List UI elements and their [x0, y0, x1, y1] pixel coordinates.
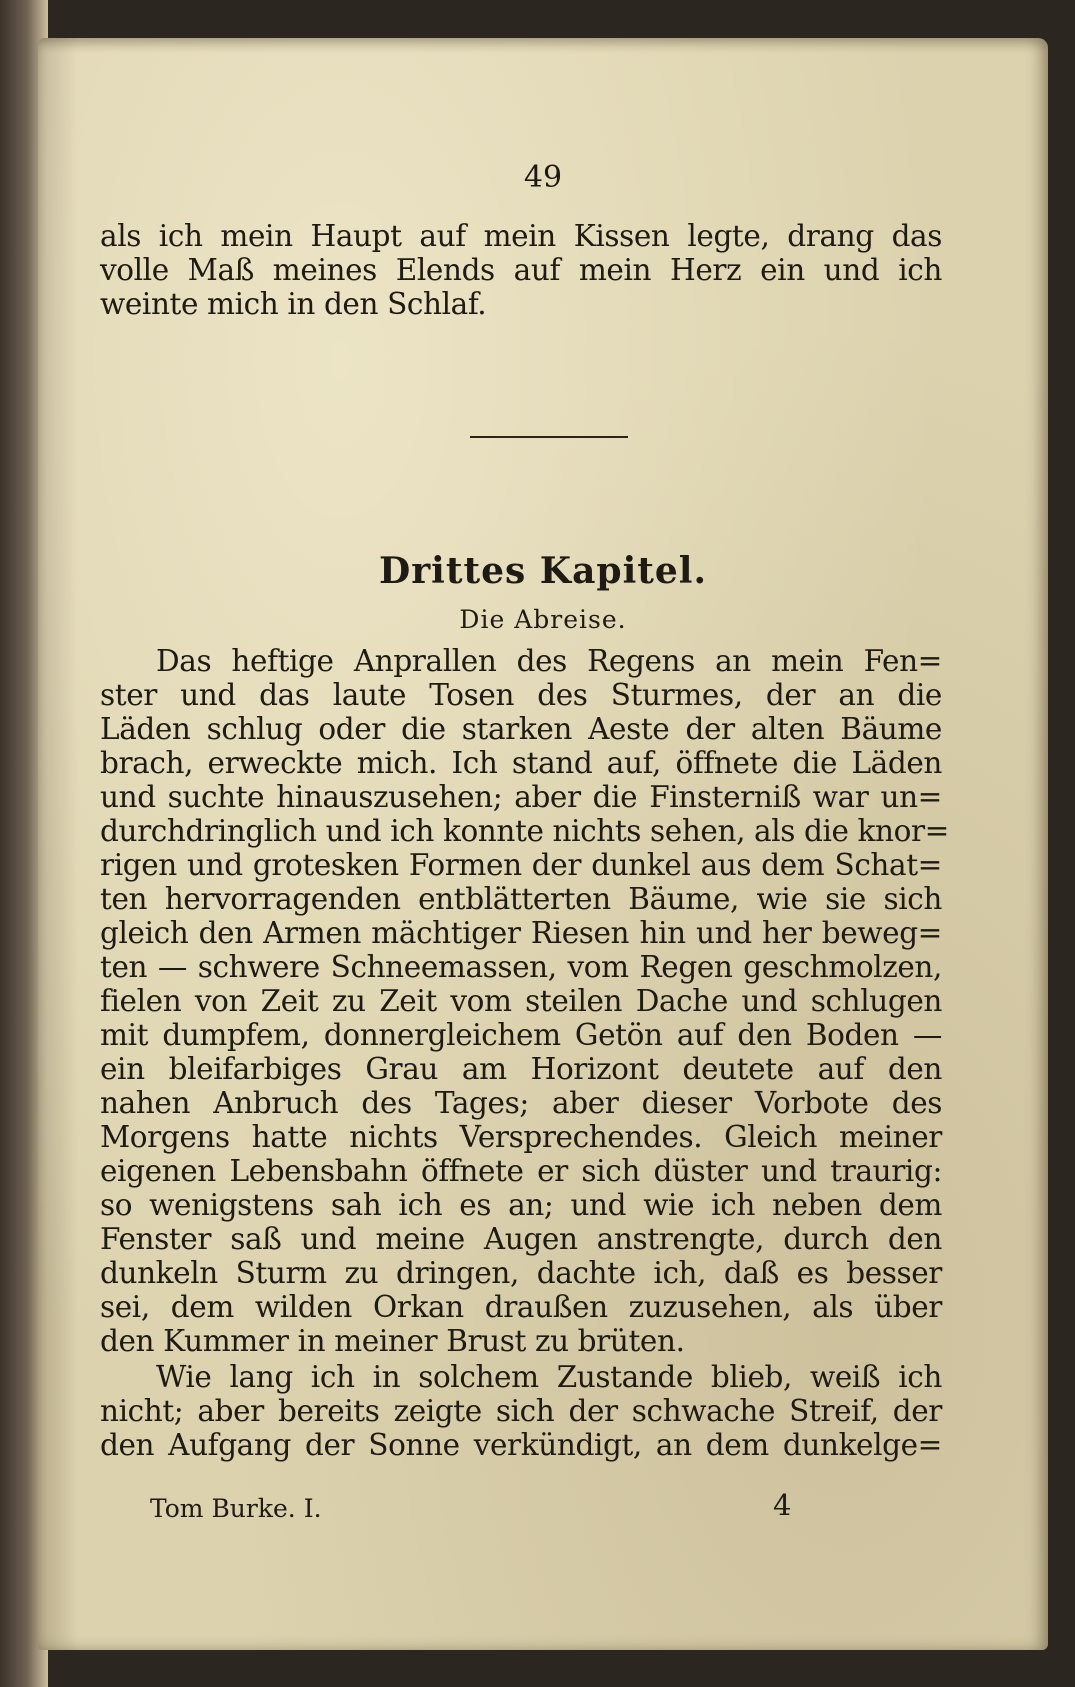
text-line: nahen Anbruch des Tages; aber dieser Vorbote des — [100, 1086, 942, 1120]
text-line: fielen von Zeit zu Zeit vom steilen Dache und schlugen — [100, 984, 942, 1018]
text-line: den Kummer in meiner Brust zu brüten. — [100, 1324, 685, 1358]
text-line: Morgens hatte nichts Versprechendes. Gleich meiner — [100, 1120, 942, 1154]
text-line: und suchte hinauszusehen; aber die Finsterniß war un= — [100, 780, 942, 814]
text-line: weinte mich in den Schlaf. — [100, 287, 487, 321]
text-line: so wenigstens sah ich es an; und wie ich neben dem — [100, 1188, 942, 1222]
page-number: 49 — [523, 160, 563, 195]
text-line: den Aufgang der Sonne verkündigt, an dem dunkelge= — [100, 1428, 942, 1462]
chapter-heading: Drittes Kapitel. — [378, 550, 708, 592]
text-line: als ich mein Haupt auf mein Kissen legte, drang das — [100, 219, 942, 253]
text-line: Das heftige Anprallen des Regens an mein Fen= — [156, 644, 942, 678]
section-divider — [470, 436, 628, 438]
text-line: Fenster saß und meine Augen anstrengte, durch den — [100, 1222, 942, 1256]
text-line: nicht; aber bereits zeigte sich der schwache Streif, der — [100, 1394, 942, 1428]
text-line: ster und das laute Tosen des Sturmes, der an die — [100, 678, 942, 712]
chapter-subtitle: Die Abreise. — [459, 605, 627, 634]
text-line: rigen und grotesken Formen der dunkel aus dem Schat= — [100, 848, 942, 882]
text-line: Läden schlug oder die starken Aeste der alten Bäume — [100, 712, 942, 746]
text-line: ten hervorragenden entblätterten Bäume, wie sie sich — [100, 882, 942, 916]
text-line: mit dumpfem, donnergleichem Getön auf den Boden — — [100, 1018, 942, 1052]
text-line: durchdringlich und ich konnte nichts sehen, als die knor= — [100, 814, 949, 848]
text-line: sei, dem wilden Orkan draußen zuzusehen, als über — [100, 1290, 942, 1324]
signature-number: 4 — [773, 1488, 792, 1522]
text-line: eigenen Lebensbahn öffnete er sich düster und traurig: — [100, 1154, 942, 1188]
book-page — [38, 38, 1048, 1650]
text-line: dunkeln Sturm zu dringen, dachte ich, daß es besser — [100, 1256, 942, 1290]
signature-mark: Tom Burke. I. — [150, 1494, 322, 1523]
text-line: volle Maß meines Elends auf mein Herz ein und ich — [100, 253, 942, 287]
text-line: ten — schwere Schneemassen, vom Regen geschmolzen, — [100, 950, 942, 984]
text-line: gleich den Armen mächtiger Riesen hin und her beweg= — [100, 916, 942, 950]
text-line: Wie lang ich in solchem Zustande blieb, weiß ich — [156, 1360, 942, 1394]
text-line: ein bleifarbiges Grau am Horizont deutete auf den — [100, 1052, 942, 1086]
text-line: brach, erweckte mich. Ich stand auf, öffnete die Läden — [100, 746, 942, 780]
